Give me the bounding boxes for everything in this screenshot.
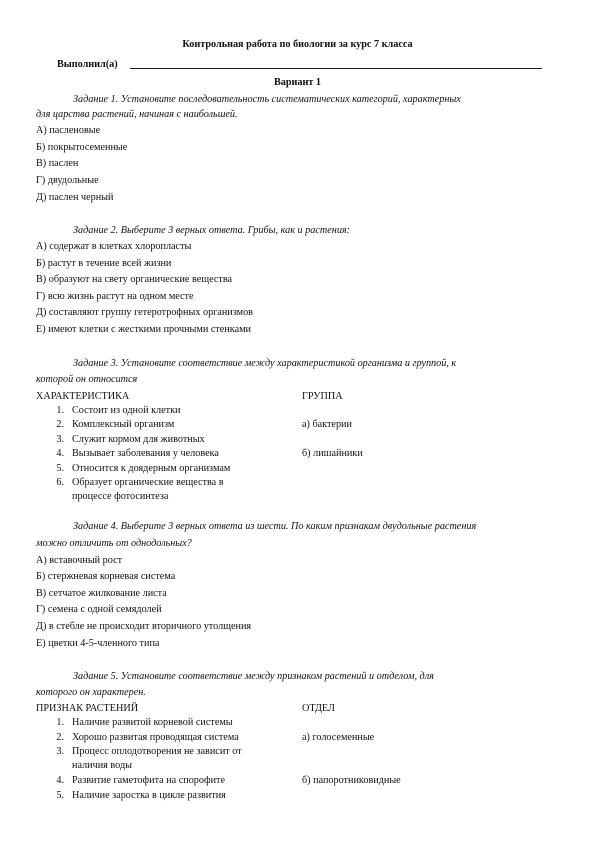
task4-title-cont: можно отличить от однодольных?	[36, 538, 192, 549]
task4-option: А) вставочный рост	[36, 555, 123, 566]
task5-title: Задание 5. Установите соответствие между признаком растений и отделом, для	[73, 671, 434, 682]
task3-item-number: 4.	[56, 448, 64, 459]
task5-division: а) голосеменные	[302, 732, 375, 743]
task3-item: Относится к доядерным организмам	[72, 463, 231, 474]
task4-option: В) сетчатое жилкование листа	[36, 588, 167, 599]
task5-column-division: ОТДЕЛ	[302, 703, 335, 714]
task2-option: Б) растут в течение всей жизни	[36, 258, 172, 269]
task5-item-number: 3.	[56, 746, 64, 757]
task4-option: Е) цветки 4-5-членного типа	[36, 638, 160, 649]
task4-title: Задание 4. Выберите 3 верных ответа из шести. По каким признакам двудольные растения	[73, 521, 477, 532]
task3-title: Задание 3. Установите соответствие между характеристикой организма и группой, к	[73, 358, 457, 369]
performer-label: Выполнил(а)	[57, 59, 118, 70]
task5-item: Развитие гаметофита на спорофите	[72, 775, 226, 786]
task4-option: Г) семена с одной семядолей	[36, 604, 162, 615]
task3-item-number: 2.	[56, 419, 64, 430]
task3-column-group: ГРУППА	[302, 391, 343, 402]
task2-option: А) содержат в клетках хлоропласты	[36, 241, 192, 252]
task5-item-cont: наличия воды	[72, 760, 132, 771]
task2-option: В) образуют на свету органические вещества	[36, 274, 233, 285]
task4-option: Б) стержневая корневая система	[36, 571, 176, 582]
task1-option: Д) паслен черный	[36, 192, 114, 203]
performer-name-line	[130, 68, 542, 69]
task5-item: Процесс оплодотворения не зависит от	[72, 746, 242, 757]
task2-option: Д) составляют группу гетеротрофных организмов	[36, 307, 253, 318]
task5-division: б) папоротниковидные	[302, 775, 401, 786]
task3-item-number: 1.	[56, 405, 64, 416]
task2-option: Г) всю жизнь растут на одном месте	[36, 291, 194, 302]
task5-item: Наличие заростка в цикле развития	[72, 790, 226, 801]
task5-item-number: 5.	[56, 790, 64, 801]
task4-option: Д) в стебле не происходит вторичного утолщения	[36, 621, 252, 632]
task3-column-characteristic: ХАРАКТЕРИСТИКА	[36, 391, 130, 402]
task3-item-number: 6.	[56, 477, 64, 488]
task3-group: б) лишайники	[302, 448, 363, 459]
task3-item-cont: процессе фотосинтеза	[72, 491, 169, 502]
task5-column-feature: ПРИЗНАК РАСТЕНИЙ	[36, 703, 139, 714]
task1-option: В) паслен	[36, 158, 79, 169]
task1-option: А) пасленовые	[36, 125, 101, 136]
task1-title-cont: для царства растений, начиная с наибольшей.	[36, 109, 238, 120]
task3-item: Служит кормом для животных	[72, 434, 205, 445]
task5-item-number: 1.	[56, 717, 64, 728]
task3-item: Состоит из одной клетки	[72, 405, 181, 416]
task5-title-cont: которого он характерен.	[36, 687, 146, 698]
task5-item-number: 4.	[56, 775, 64, 786]
task5-item-number: 2.	[56, 732, 64, 743]
task3-item-number: 5.	[56, 463, 64, 474]
task3-group: а) бактерии	[302, 419, 352, 430]
task3-item: Вызывает заболевания у человека	[72, 448, 219, 459]
page-title: Контрольная работа по биологии за курс 7 класса	[182, 39, 413, 50]
task5-item: Наличие развитой корневой системы	[72, 717, 233, 728]
task1-title: Задание 1. Установите последовательность систематических категорий, характерных	[73, 94, 461, 105]
task5-item: Хорошо развитая проводящая система	[72, 732, 239, 743]
task2-option: Е) имеют клетки с жесткими прочными стенками	[36, 324, 251, 335]
task1-option: Г) двудольные	[36, 175, 99, 186]
variant-label: Вариант 1	[273, 77, 322, 88]
task2-title: Задание 2. Выберите 3 верных ответа. Грибы, как и растения:	[73, 225, 351, 236]
task3-item-number: 3.	[56, 434, 64, 445]
task3-item: Образует органические вещества в	[72, 477, 224, 488]
task3-item: Комплексный организм	[72, 419, 175, 430]
task1-option: Б) покрытосеменные	[36, 142, 128, 153]
task3-title-cont: которой он относится	[36, 374, 138, 385]
